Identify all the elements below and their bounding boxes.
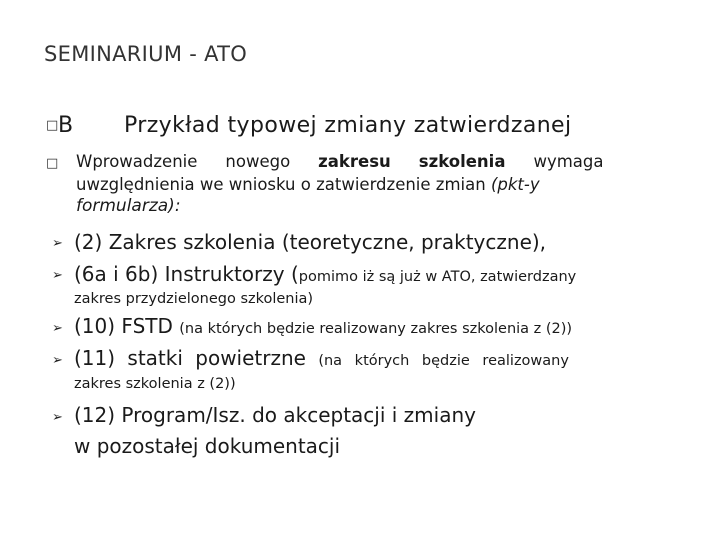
list-item-continuation: w pozostałej dokumentacji — [74, 434, 341, 458]
intro-italic: (pkt-y — [490, 175, 540, 194]
checkbox-bullet-icon: □ — [46, 118, 59, 133]
list-item-note: (na których będzie realizowany zakres szkolenia z (2)) — [179, 321, 573, 337]
intro-text: uwzględnienia we wniosku o zatwierdzenie zmian — [76, 175, 486, 194]
arrow-bullet-icon: ➢ — [52, 321, 63, 336]
list-item: (12) Program/Isz. do akceptacji i zmiany — [74, 403, 476, 427]
checkbox-bullet-icon: □ — [46, 156, 59, 171]
list-item-continuation: zakres szkolenia z (2)) — [74, 376, 236, 392]
intro-bold: zakresu — [318, 152, 391, 171]
intro-line-1 — [76, 152, 604, 171]
heading-marker: B — [58, 113, 74, 138]
list-item — [74, 346, 569, 370]
list-item-continuation: zakres przydzielonego szkolenia) — [74, 291, 314, 307]
list-item — [74, 262, 576, 286]
intro-word: wymaga — [533, 152, 604, 171]
intro-bold: szkolenia — [418, 152, 506, 171]
list-item-main: (11) statki powietrzne — [74, 346, 306, 370]
intro-word: nowego — [225, 152, 291, 171]
list-item — [74, 314, 572, 338]
arrow-bullet-icon: ➢ — [52, 268, 63, 283]
intro-word: Wprowadzenie — [76, 152, 198, 171]
heading-text: Przykład typowej zmiany zatwierdzanej — [124, 113, 572, 138]
slide-title: SEMINARIUM - ATO — [44, 42, 248, 66]
intro-line-3: formularza): — [76, 196, 181, 216]
list-item-main: (6a i 6b) Instruktorzy ( — [74, 262, 299, 286]
list-item-note: (na których będzie realizowany — [318, 353, 569, 369]
arrow-bullet-icon: ➢ — [52, 353, 63, 368]
list-item: (2) Zakres szkolenia (teoretyczne, praktyczne), — [74, 230, 547, 254]
intro-line-2 — [76, 175, 540, 194]
arrow-bullet-icon: ➢ — [52, 410, 63, 425]
list-item-main: (10) FSTD — [74, 314, 173, 338]
arrow-bullet-icon: ➢ — [52, 236, 63, 251]
list-item-note: pomimo iż są już w ATO, zatwierdzany — [298, 269, 577, 285]
